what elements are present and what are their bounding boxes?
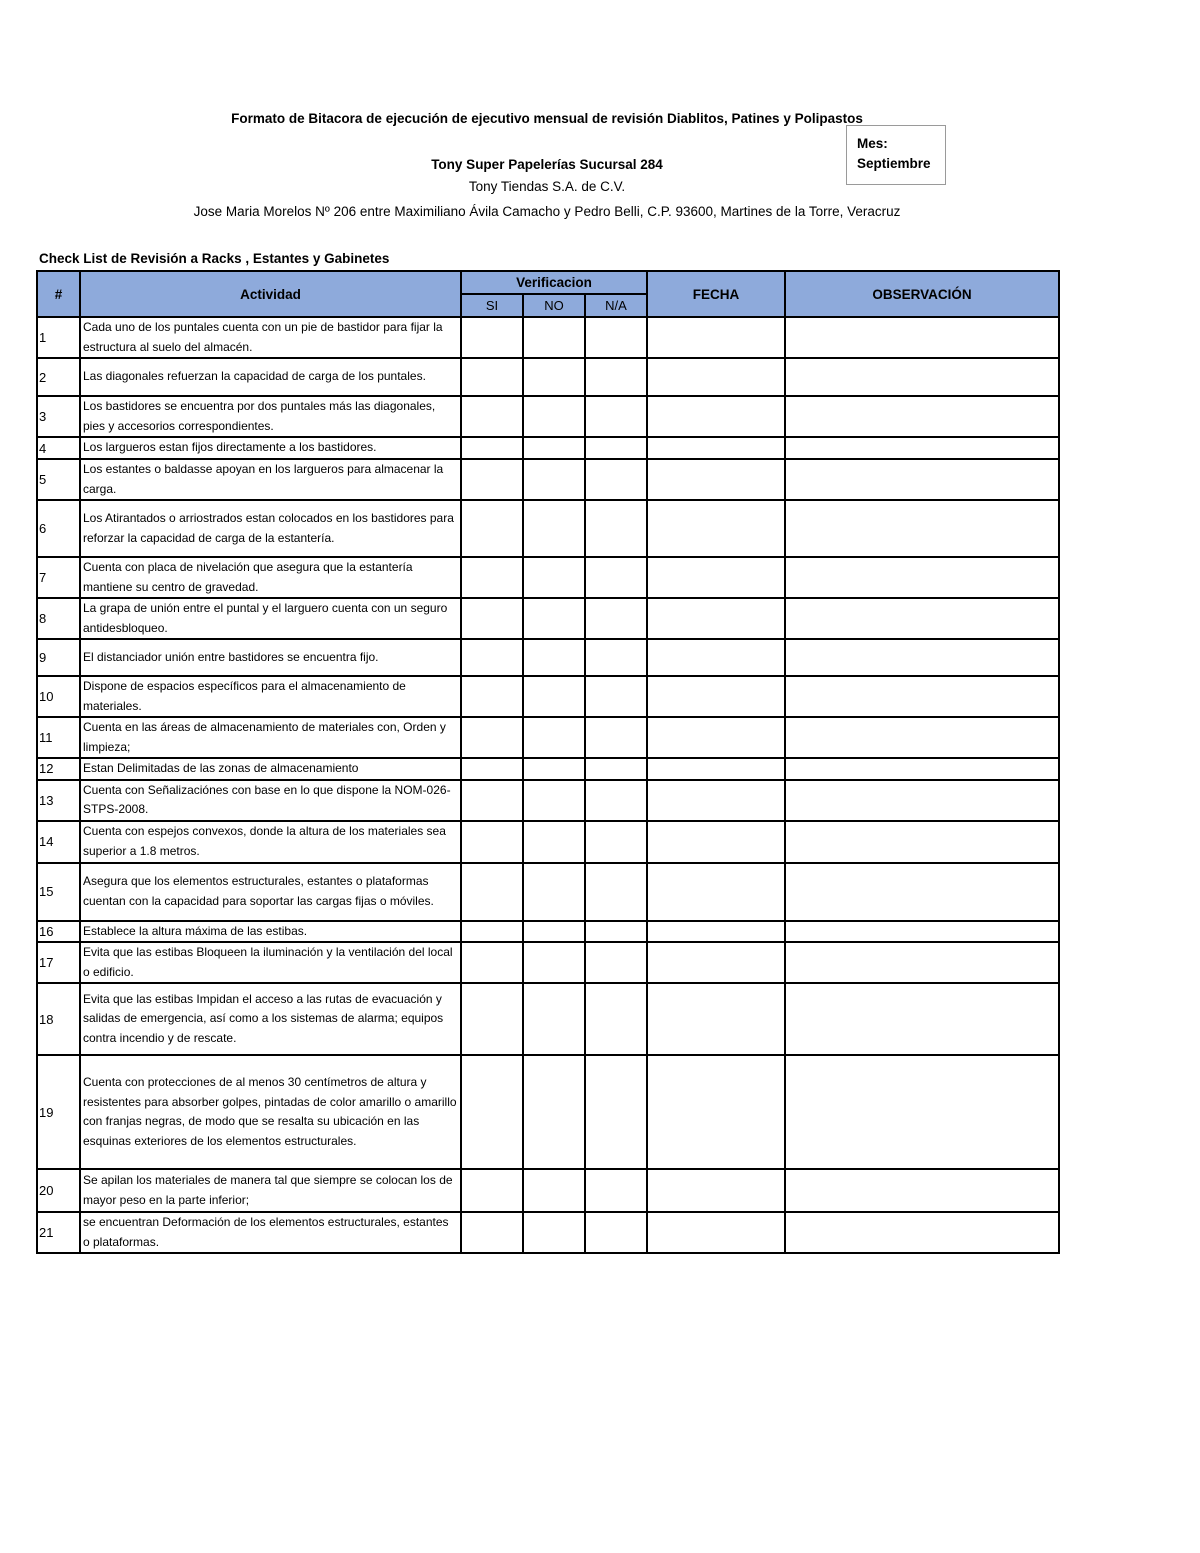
cell-observation[interactable] (785, 921, 1059, 943)
cell-si[interactable] (461, 1169, 523, 1212)
table-row (37, 358, 1059, 396)
table-row (37, 500, 1059, 557)
cell-date[interactable] (647, 1212, 785, 1253)
cell-si[interactable] (461, 921, 523, 943)
cell-observation[interactable] (785, 459, 1059, 500)
cell-date[interactable] (647, 639, 785, 676)
cell-date[interactable] (647, 863, 785, 921)
header-activity: Actividad (80, 271, 461, 317)
cell-si[interactable] (461, 459, 523, 500)
cell-na[interactable] (585, 396, 647, 437)
row-activity: Cuenta con placa de nivelación que asegura que la estantería mantiene su centro de gravedad. (80, 557, 461, 598)
header-na: N/A (585, 294, 647, 317)
cell-no[interactable] (523, 676, 585, 717)
cell-date[interactable] (647, 1055, 785, 1169)
cell-observation[interactable] (785, 676, 1059, 717)
cell-si[interactable] (461, 598, 523, 639)
cell-no[interactable] (523, 717, 585, 758)
cell-na[interactable] (585, 1212, 647, 1253)
header-no: NO (523, 294, 585, 317)
row-activity: Cuenta con Señalizaciónes con base en lo que dispone la NOM-026-STPS-2008. (80, 780, 461, 821)
row-activity: Los largueros estan fijos directamente a los bastidores. (80, 437, 461, 459)
cell-date[interactable] (647, 437, 785, 459)
row-activity: Cuenta en las áreas de almacenamiento de materiales con, Orden y limpieza; (80, 717, 461, 758)
row-number: 9 (37, 639, 80, 676)
cell-observation[interactable] (785, 1055, 1059, 1169)
cell-date[interactable] (647, 1169, 785, 1212)
cell-na[interactable] (585, 639, 647, 676)
table-row (37, 780, 1059, 821)
cell-no[interactable] (523, 639, 585, 676)
cell-observation[interactable] (785, 983, 1059, 1055)
row-number: 19 (37, 1055, 80, 1169)
cell-observation[interactable] (785, 317, 1059, 358)
row-number: 2 (37, 358, 80, 396)
cell-date[interactable] (647, 758, 785, 780)
cell-na[interactable] (585, 317, 647, 358)
cell-no[interactable] (523, 1169, 585, 1212)
month-box (846, 125, 946, 185)
month-value: Septiembre (857, 156, 931, 171)
cell-na[interactable] (585, 821, 647, 863)
cell-no[interactable] (523, 358, 585, 396)
cell-observation[interactable] (785, 758, 1059, 780)
company-address: Jose Maria Morelos Nº 206 entre Maximiliano Ávila Camacho y Pedro Belli, C.P. 93600, Martines de la Torre, Veracruz (193, 204, 901, 219)
cell-na[interactable] (585, 863, 647, 921)
cell-date[interactable] (647, 780, 785, 821)
cell-observation[interactable] (785, 639, 1059, 676)
cell-na[interactable] (585, 1169, 647, 1212)
cell-na[interactable] (585, 437, 647, 459)
checklist-table (36, 270, 1060, 1254)
cell-na[interactable] (585, 598, 647, 639)
cell-si[interactable] (461, 758, 523, 780)
row-activity: Cuenta con protecciones de al menos 30 centímetros de altura y resistentes para absorber golpes, pintadas de color amarillo o amarillo con franjas negras, de modo que se resalta su ubicación en las esquinas exteriores de los elementos estructurales. (80, 1055, 461, 1169)
row-activity: Cada uno de los puntales cuenta con un pie de bastidor para fijar la estructura al suelo del almacén. (80, 317, 461, 358)
row-activity: Evita que las estibas Impidan el acceso a las rutas de evacuación y salidas de emergencia, así como a los sistemas de alarma; equipos contra incendio y de rescate. (80, 983, 461, 1055)
cell-no[interactable] (523, 758, 585, 780)
cell-na[interactable] (585, 676, 647, 717)
cell-si[interactable] (461, 717, 523, 758)
cell-observation[interactable] (785, 437, 1059, 459)
table-row (37, 942, 1059, 983)
cell-observation[interactable] (785, 717, 1059, 758)
cell-no[interactable] (523, 459, 585, 500)
cell-observation[interactable] (785, 821, 1059, 863)
cell-date[interactable] (647, 557, 785, 598)
cell-si[interactable] (461, 983, 523, 1055)
cell-no[interactable] (523, 863, 585, 921)
row-number: 1 (37, 317, 80, 358)
table-row (37, 1055, 1059, 1169)
cell-no[interactable] (523, 942, 585, 983)
cell-no[interactable] (523, 500, 585, 557)
cell-date[interactable] (647, 598, 785, 639)
row-number: 15 (37, 863, 80, 921)
company-name: Tony Super Papelerías Sucursal 284 (431, 157, 663, 172)
row-activity: Las diagonales refuerzan la capacidad de carga de los puntales. (80, 358, 461, 396)
document-title: Formato de Bitacora de ejecución de ejecutivo mensual de revisión Diablitos, Patines y Polipastos (231, 111, 863, 126)
row-number: 20 (37, 1169, 80, 1212)
cell-no[interactable] (523, 1212, 585, 1253)
cell-no[interactable] (523, 317, 585, 358)
row-activity: Asegura que los elementos estructurales, estantes o plataformas cuentan con la capacidad para soportar las cargas fijas o móviles. (80, 863, 461, 921)
table-row (37, 717, 1059, 758)
cell-na[interactable] (585, 942, 647, 983)
table-row (37, 863, 1059, 921)
table-row (37, 983, 1059, 1055)
row-number: 16 (37, 921, 80, 943)
month-label: Mes: (857, 136, 888, 151)
cell-date[interactable] (647, 358, 785, 396)
cell-na[interactable] (585, 780, 647, 821)
cell-observation[interactable] (785, 358, 1059, 396)
row-number: 17 (37, 942, 80, 983)
cell-na[interactable] (585, 557, 647, 598)
cell-no[interactable] (523, 437, 585, 459)
row-number: 6 (37, 500, 80, 557)
cell-si[interactable] (461, 557, 523, 598)
cell-si[interactable] (461, 821, 523, 863)
row-activity: Los Atirantados o arriostrados estan colocados en los bastidores para reforzar la capacidad de carga de la estantería. (80, 500, 461, 557)
row-number: 11 (37, 717, 80, 758)
cell-observation[interactable] (785, 396, 1059, 437)
cell-si[interactable] (461, 942, 523, 983)
row-activity: Evita que las estibas Bloqueen la iluminación y la ventilación del local o edificio. (80, 942, 461, 983)
row-activity: Dispone de espacios específicos para el almacenamiento de materiales. (80, 676, 461, 717)
row-number: 3 (37, 396, 80, 437)
row-activity: Estan Delimitadas de las zonas de almacenamiento (80, 758, 461, 780)
row-number: 10 (37, 676, 80, 717)
row-activity: El distanciador unión entre bastidores se encuentra fijo. (80, 639, 461, 676)
cell-date[interactable] (647, 821, 785, 863)
section-title: Check List de Revisión a Racks , Estantes y Gabinetes (39, 251, 390, 266)
cell-na[interactable] (585, 758, 647, 780)
cell-no[interactable] (523, 396, 585, 437)
row-number: 7 (37, 557, 80, 598)
cell-no[interactable] (523, 780, 585, 821)
row-number: 8 (37, 598, 80, 639)
table-row (37, 557, 1059, 598)
table-row (37, 1212, 1059, 1253)
cell-si[interactable] (461, 1055, 523, 1169)
cell-si[interactable] (461, 676, 523, 717)
cell-si[interactable] (461, 358, 523, 396)
table-row (37, 437, 1059, 459)
cell-si[interactable] (461, 500, 523, 557)
cell-date[interactable] (647, 396, 785, 437)
table-row (37, 598, 1059, 639)
row-number: 12 (37, 758, 80, 780)
row-activity: La grapa de unión entre el puntal y el larguero cuenta con un seguro antidesbloqueo. (80, 598, 461, 639)
cell-observation[interactable] (785, 942, 1059, 983)
header-number: # (37, 271, 80, 317)
row-activity: se encuentran Deformación de los elementos estructurales, estantes o plataformas. (80, 1212, 461, 1253)
cell-observation[interactable] (785, 500, 1059, 557)
cell-date[interactable] (647, 921, 785, 943)
cell-observation[interactable] (785, 863, 1059, 921)
cell-na[interactable] (585, 717, 647, 758)
cell-no[interactable] (523, 598, 585, 639)
table-row (37, 396, 1059, 437)
cell-observation[interactable] (785, 1169, 1059, 1212)
cell-date[interactable] (647, 676, 785, 717)
cell-no[interactable] (523, 821, 585, 863)
cell-si[interactable] (461, 1212, 523, 1253)
cell-date[interactable] (647, 942, 785, 983)
cell-na[interactable] (585, 1055, 647, 1169)
table-row (37, 1169, 1059, 1212)
cell-observation[interactable] (785, 1212, 1059, 1253)
cell-no[interactable] (523, 983, 585, 1055)
row-activity: Los estantes o baldasse apoyan en los largueros para almacenar la carga. (80, 459, 461, 500)
cell-date[interactable] (647, 983, 785, 1055)
cell-no[interactable] (523, 1055, 585, 1169)
cell-no[interactable] (523, 557, 585, 598)
row-activity: Los bastidores se encuentra por dos puntales más las diagonales, pies y accesorios correspondientes. (80, 396, 461, 437)
header-date: FECHA (647, 271, 785, 317)
row-number: 14 (37, 821, 80, 863)
header-verification: Verificacion (461, 271, 647, 294)
cell-na[interactable] (585, 459, 647, 500)
legal-name: Tony Tiendas S.A. de C.V. (468, 179, 626, 194)
cell-na[interactable] (585, 921, 647, 943)
row-activity: Cuenta con espejos convexos, donde la altura de los materiales sea superior a 1.8 metros. (80, 821, 461, 863)
cell-no[interactable] (523, 921, 585, 943)
row-number: 21 (37, 1212, 80, 1253)
cell-si[interactable] (461, 863, 523, 921)
row-activity: Se apilan los materiales de manera tal que siempre se colocan los de mayor peso en la parte inferior; (80, 1169, 461, 1212)
row-activity: Establece la altura máxima de las estibas. (80, 921, 461, 943)
cell-observation[interactable] (785, 557, 1059, 598)
cell-na[interactable] (585, 358, 647, 396)
table-row (37, 676, 1059, 717)
cell-date[interactable] (647, 500, 785, 557)
cell-si[interactable] (461, 396, 523, 437)
cell-date[interactable] (647, 459, 785, 500)
row-number: 4 (37, 437, 80, 459)
row-number: 5 (37, 459, 80, 500)
cell-si[interactable] (461, 437, 523, 459)
table-row (37, 921, 1059, 943)
cell-observation[interactable] (785, 780, 1059, 821)
table-row (37, 639, 1059, 676)
cell-si[interactable] (461, 317, 523, 358)
cell-date[interactable] (647, 317, 785, 358)
cell-si[interactable] (461, 639, 523, 676)
table-row (37, 821, 1059, 863)
cell-date[interactable] (647, 717, 785, 758)
table-row (37, 459, 1059, 500)
row-number: 13 (37, 780, 80, 821)
cell-na[interactable] (585, 500, 647, 557)
cell-si[interactable] (461, 780, 523, 821)
table-row (37, 758, 1059, 780)
header-si: SI (461, 294, 523, 317)
row-number: 18 (37, 983, 80, 1055)
cell-na[interactable] (585, 983, 647, 1055)
table-row (37, 317, 1059, 358)
cell-observation[interactable] (785, 598, 1059, 639)
header-observation: OBSERVACIÓN (785, 271, 1059, 317)
